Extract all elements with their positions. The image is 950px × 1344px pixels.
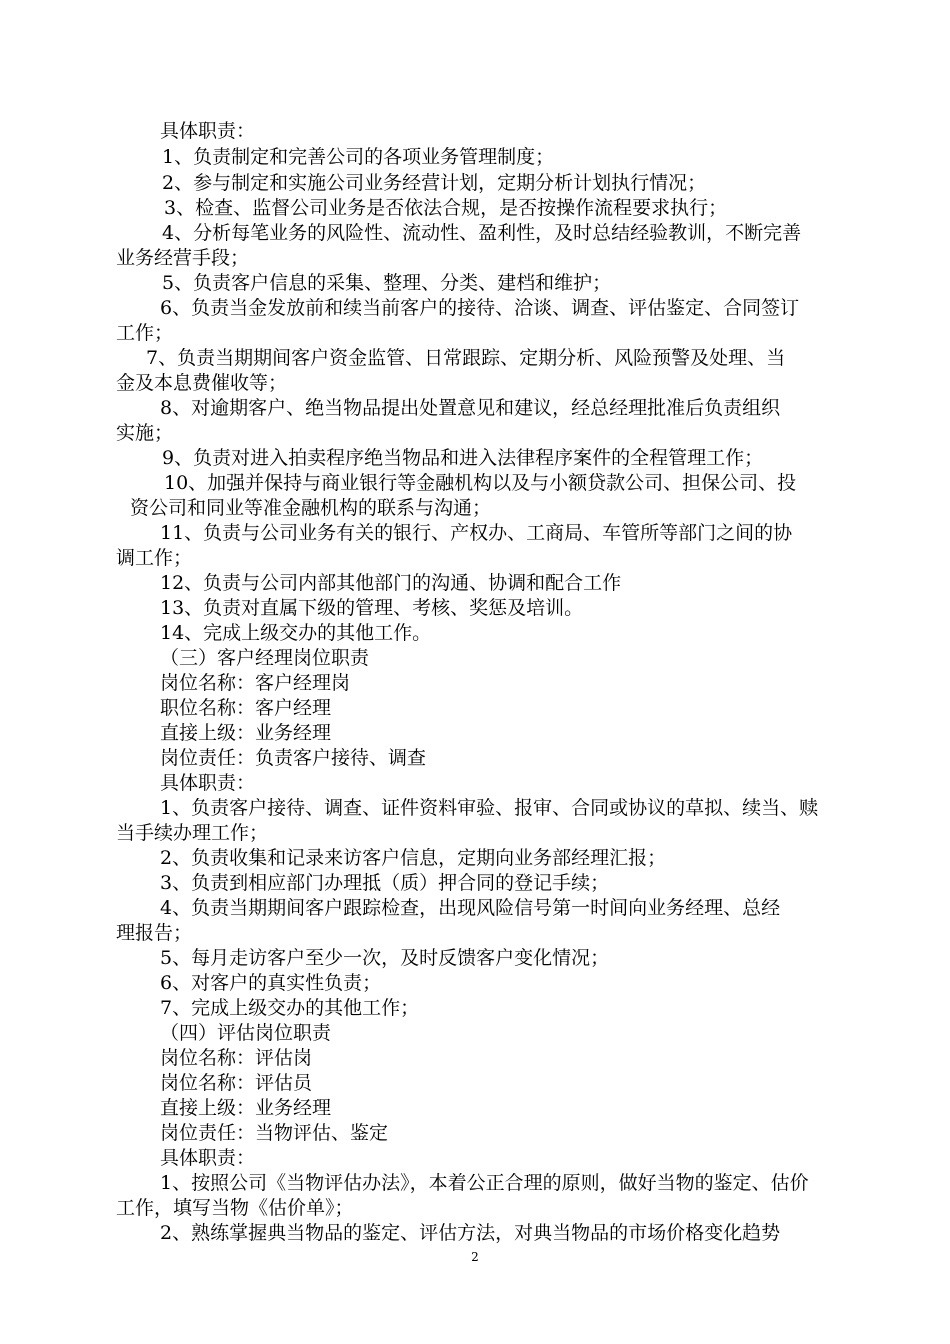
text-line: 11、负责与公司业务有关的银行、产权办、工商局、车管所等部门之间的协 [160, 522, 793, 544]
text-line: 3、负责到相应部门办理抵（质）押合同的登记手续； [160, 872, 610, 894]
text-line: 4、分析每笔业务的风险性、流动性、盈利性，及时总结经验教训，不断完善 [162, 222, 802, 244]
text-line: 具体职责： [160, 1147, 256, 1169]
text-line: 理报告； [116, 922, 193, 944]
text-line: 金及本息费催收等； [116, 372, 288, 394]
page-number: 2 [471, 1250, 479, 1264]
text-line: 岗位名称：评估员 [160, 1072, 313, 1094]
text-line: 13、负责对直属下级的管理、考核、奖惩及培训。 [160, 597, 584, 619]
text-line: 岗位名称：评估岗 [160, 1047, 313, 1069]
text-line: 直接上级：业务经理 [160, 722, 332, 744]
text-line: 14、完成上级交办的其他工作。 [160, 622, 432, 644]
text-line: 岗位责任：负责客户接待、调查 [160, 747, 427, 769]
text-line: 直接上级：业务经理 [160, 1097, 332, 1119]
text-line: 5、每月走访客户至少一次，及时反馈客户变化情况； [160, 947, 610, 969]
text-line: 岗位名称：客户经理岗 [160, 672, 351, 694]
text-line: 实施； [116, 422, 174, 444]
text-line: 2、负责收集和记录来访客户信息，定期向业务部经理汇报； [160, 847, 667, 869]
text-line: 4、负责当期期间客户跟踪检查，出现风险信号第一时间向业务经理、总经 [160, 897, 781, 919]
text-line: 9、负责对进入拍卖程序绝当物品和进入法律程序案件的全程管理工作； [162, 447, 764, 469]
text-line: 岗位责任：当物评估、鉴定 [160, 1122, 389, 1144]
text-line: 1、按照公司《当物评估办法》，本着公正合理的原则，做好当物的鉴定、估价 [160, 1172, 809, 1194]
text-line: 工作，填写当物《估价单》； [116, 1197, 354, 1219]
text-line: 7、完成上级交办的其他工作； [160, 997, 420, 1019]
text-line: 7、负责当期期间客户资金监管、日常跟踪、定期分析、风险预警及处理、当 [146, 347, 786, 369]
text-line: 资公司和同业等准金融机构的联系与沟通； [130, 497, 492, 519]
text-line: 2、熟练掌握典当物品的鉴定、评估方法，对典当物品的市场价格变化趋势 [160, 1222, 781, 1244]
text-line: 2、参与制定和实施公司业务经营计划，定期分析计划执行情况； [162, 172, 707, 194]
section-heading: （三）客户经理岗位职责 [160, 647, 370, 669]
text-line: 1、负责制定和完善公司的各项业务管理制度； [162, 146, 555, 168]
text-line: 具体职责： [160, 772, 256, 794]
text-line: 1、负责客户接待、调查、证件资料审验、报审、合同或协议的草拟、续当、赎 [160, 797, 819, 819]
text-line: 当手续办理工作； [116, 822, 269, 844]
text-line: 3、检查、监督公司业务是否依法合规，是否按操作流程要求执行； [164, 197, 728, 219]
text-line: 12、负责与公司内部其他部门的沟通、协调和配合工作 [160, 572, 622, 594]
text-line: 6、对客户的真实性负责； [160, 972, 382, 994]
text-line: 业务经营手段； [116, 247, 250, 269]
section-heading: （四）评估岗位职责 [160, 1022, 332, 1044]
text-line: 10、加强并保持与商业银行等金融机构以及与小额贷款公司、担保公司、投 [164, 472, 797, 494]
text-line: 具体职责： [160, 120, 256, 142]
text-line: 5、负责客户信息的采集、整理、分类、建档和维护； [162, 272, 612, 294]
text-line: 调工作； [116, 547, 193, 569]
text-line: 8、对逾期客户、绝当物品提出处置意见和建议，经总经理批准后负责组织 [160, 397, 781, 419]
text-line: 6、负责当金发放前和续当前客户的接待、洽谈、调查、评估鉴定、合同签订 [160, 297, 800, 319]
text-line: 职位名称：客户经理 [160, 697, 332, 719]
text-line: 工作； [116, 322, 174, 344]
